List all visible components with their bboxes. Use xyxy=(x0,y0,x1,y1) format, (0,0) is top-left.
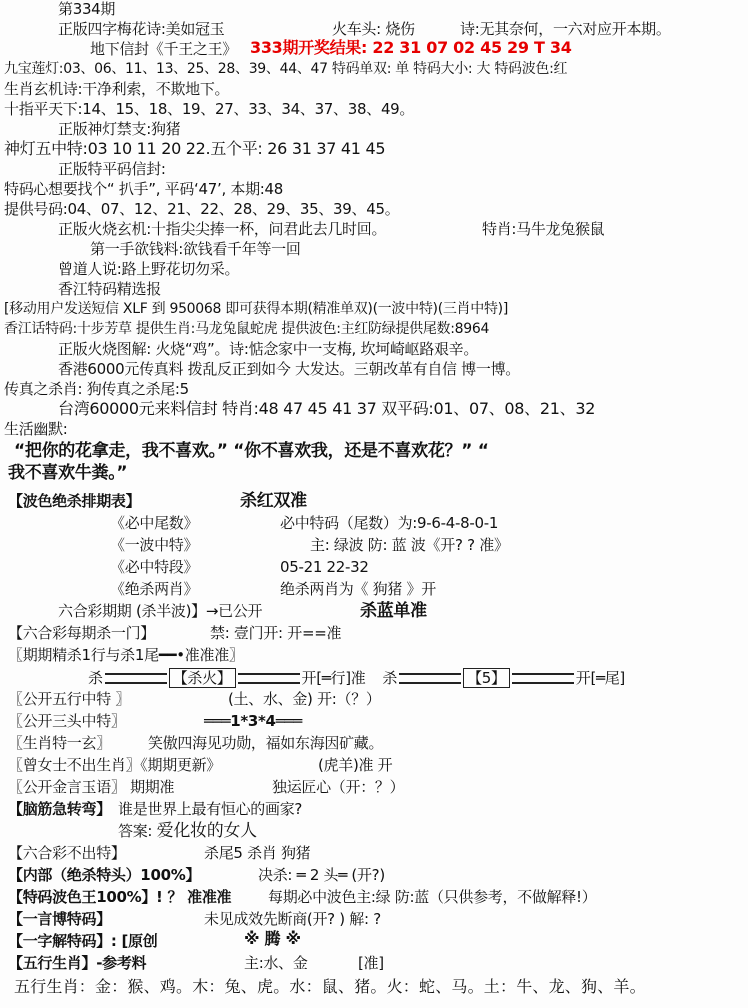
brain-teaser-question: 谁是世界上最有恒心的画家? xyxy=(118,800,303,818)
sure-segment-label: 《必中特段》 xyxy=(110,558,199,576)
sure-tail-value: 必中特码（尾数）为:9-6-4-8-0-1 xyxy=(280,514,499,532)
kill-fire-box: 【杀火】 xyxy=(169,668,236,688)
kill-label-2: 杀 xyxy=(382,669,398,687)
special-zodiac: 特肖:马牛龙兔猴鼠 xyxy=(482,220,605,238)
plum-poem: 正版四字梅花诗:美如冠玉 xyxy=(58,20,225,38)
taoist-saying: 曾道人说:路上野花切勿采。 xyxy=(58,260,240,278)
three-head-value: ═══1*3*4═══ xyxy=(204,712,302,730)
answer-prefix: 答案: xyxy=(118,822,153,840)
open-row-text: 开[═行]准 xyxy=(301,669,366,687)
ms-tsang-label: 〖曾女士不出生肖〗《期期更新》 xyxy=(8,756,222,774)
kill-one-door-value: 禁: 壹门开: 开==准 xyxy=(210,624,342,642)
issue-number: 第334期 xyxy=(58,0,116,18)
sms-promo: [移动用户发送短信 XLF 到 950068 即可获得本期(精准单双)(一波中特)(三肖中特)] xyxy=(4,301,508,317)
flat-code-envelope: 正版特平码信封: xyxy=(58,160,166,178)
zodiac-mystery-value: 笑傲四海见功勋，福如东海因矿藏。 xyxy=(148,734,384,752)
nine-lotus-lamp: 九宝莲灯:03、06、11、13、25、28、39、44、47 特码单双: 单 特码大小: 大 特码波色:红 xyxy=(4,61,568,77)
fire-mystery: 正版火烧玄机:十指尖尖捧一杯，问君此去几时回。 xyxy=(58,220,387,238)
wave-kill-table: 【波色绝杀排期表】 xyxy=(8,492,141,510)
inner-kill-value: 决杀: ═ 2 头═ (开?) xyxy=(258,866,385,884)
sure-segment-value: 05-21 22-32 xyxy=(280,558,369,576)
one-word-value: 未见成效先断商(开? ) 解: ? xyxy=(204,910,381,928)
poem-text: 诗:无其奈何，一六对应开本期。 xyxy=(460,20,671,38)
five-zodiac-main: 主:水、金 xyxy=(244,954,308,972)
taiwan-envelope: 台湾60000元来料信封 特肖:48 47 45 41 37 双平码:01、07、08、21、32 xyxy=(58,399,596,418)
section-heading: 香江特码精选报 xyxy=(58,280,161,298)
kill-tail-box: 【5】 xyxy=(463,668,510,688)
kill-two-label: 《绝杀两肖》 xyxy=(110,580,199,598)
one-char-label: 【一字解特码】: [原创 xyxy=(8,932,158,950)
answer-text: 爱化妆的女人 xyxy=(156,821,257,841)
one-wave-value: 主: 绿波 防: 蓝 波《开? ? 准》 xyxy=(310,536,509,554)
draw-result: 333期开奖结果: 22 31 07 02 45 29 T 34 xyxy=(250,38,572,57)
five-element-zodiac-list: 五行生肖：金：猴、鸡。木：兔、虎。水：鼠、猪。火：蛇、马。土：牛、龙、狗、羊。 xyxy=(14,977,646,996)
zodiac-mystery-poem: 生肖玄机诗:干净利索，不欺地下。 xyxy=(4,80,230,98)
fire-diagram: 正版火烧图解: 火烧“鸡”。诗:惦念家中一支梅, 坎坷崎岖路艰辛。 xyxy=(58,340,479,358)
first-hand-material: 第一手欲钱料:欲钱看千年等一回 xyxy=(90,240,301,258)
golden-words-label: 〖公开金言玉语〗 期期准 xyxy=(8,778,175,796)
ms-tsang-value: (虎羊)准 开 xyxy=(318,756,393,774)
one-char-value: ※ 腾 ※ xyxy=(244,929,301,948)
three-head-label: 〖公开三头中特〗 xyxy=(8,712,126,730)
no-special-value: 杀尾5 杀肖 狗猪 xyxy=(204,844,311,862)
brain-teaser-label: 【脑筋急转弯】 xyxy=(8,800,111,818)
five-zodiac-label: 【五行生肖】-参考料 xyxy=(8,954,147,972)
hk-fax-material: 香港6000元传真料 拨乱反正到如今 大发达。三朝改革有自信 博一博。 xyxy=(58,360,520,378)
one-wave-label: 《一波中特》 xyxy=(110,536,199,554)
five-zodiac-accurate: [准] xyxy=(358,954,384,972)
kill-red-double: 杀红双准 xyxy=(240,491,307,511)
lamp-forbidden: 正版神灯禁支:狗猪 xyxy=(58,120,181,138)
sure-tail-label: 《必中尾数》 xyxy=(110,514,199,532)
five-element-value: (土、水、金) 开:（？） xyxy=(228,690,381,708)
answer-label xyxy=(118,822,257,840)
one-word-label: 【一言博特码】 xyxy=(8,910,111,928)
provided-numbers: 提供号码:04、07、12、21、22、28、29、35、39、45。 xyxy=(4,200,400,218)
underground-envelope: 地下信封《千王之王》 xyxy=(90,40,238,58)
golden-words-value: 独运匠心（开：？） xyxy=(272,778,405,796)
ten-fingers: 十指平天下:14、15、18、19、27、33、34、37、38、49。 xyxy=(4,100,415,118)
humor-label: 生活幽默: xyxy=(4,420,68,438)
no-special-label: 【六合彩不出特】 xyxy=(8,844,126,862)
divider-bar xyxy=(105,673,167,684)
xiangjiang-code: 香江话特码:十步芳草 提供生肖:马龙兔鼠蛇虎 提供波色:主红防绿提供尾数:8964 xyxy=(4,321,490,337)
kill-blue-single: 杀蓝单准 xyxy=(360,601,427,621)
divider-bar xyxy=(399,673,461,684)
kill-row-tail-title: 〖期期精杀1行与杀1尾━━•准准准〗 xyxy=(8,646,244,664)
open-tail-text: 开[═尾] xyxy=(575,669,625,687)
train-head: 火车头: 烧伤 xyxy=(332,20,415,38)
kill-element-row xyxy=(88,668,625,688)
zodiac-mystery-label: 〖生肖特一玄〗 xyxy=(8,734,111,752)
kill-label: 杀 xyxy=(88,669,103,687)
special-code-wish: 特码心想要找个“ 扒手”, 平码‘47’, 本期:48 xyxy=(4,180,284,198)
lamp-five-picks: 神灯五中特:03 10 11 20 22.五个平: 26 31 37 41 45 xyxy=(4,139,386,158)
wave-king-label: 【特码波色王100%】! ？ 准准准 xyxy=(8,888,232,906)
five-element-label: 〖公开五行中特 〗 xyxy=(8,690,131,708)
fax-kill: 传真之杀肖: 狗传真之杀尾:5 xyxy=(4,380,189,398)
divider-bar xyxy=(238,673,300,684)
divider-bar xyxy=(512,673,574,684)
joke-line-1: “把你的花拿走，我不喜欢。” “你不喜欢我，还是不喜欢花？” “ xyxy=(14,441,489,461)
inner-kill-label: 【内部（绝杀特头）100%】 xyxy=(8,866,201,884)
wave-king-value: 每期必中波色主:绿 防:蓝（只供参考，不做解释!） xyxy=(268,888,597,906)
kill-two-value: 绝杀两肖为《 狗猪 》开 xyxy=(280,580,436,598)
kill-one-door-label: 【六合彩每期杀一门】 xyxy=(8,624,156,642)
joke-line-2: 我不喜欢牛粪。” xyxy=(8,463,128,483)
kill-half-wave: 六合彩期期 (杀半波)】→已公开 xyxy=(58,602,263,620)
